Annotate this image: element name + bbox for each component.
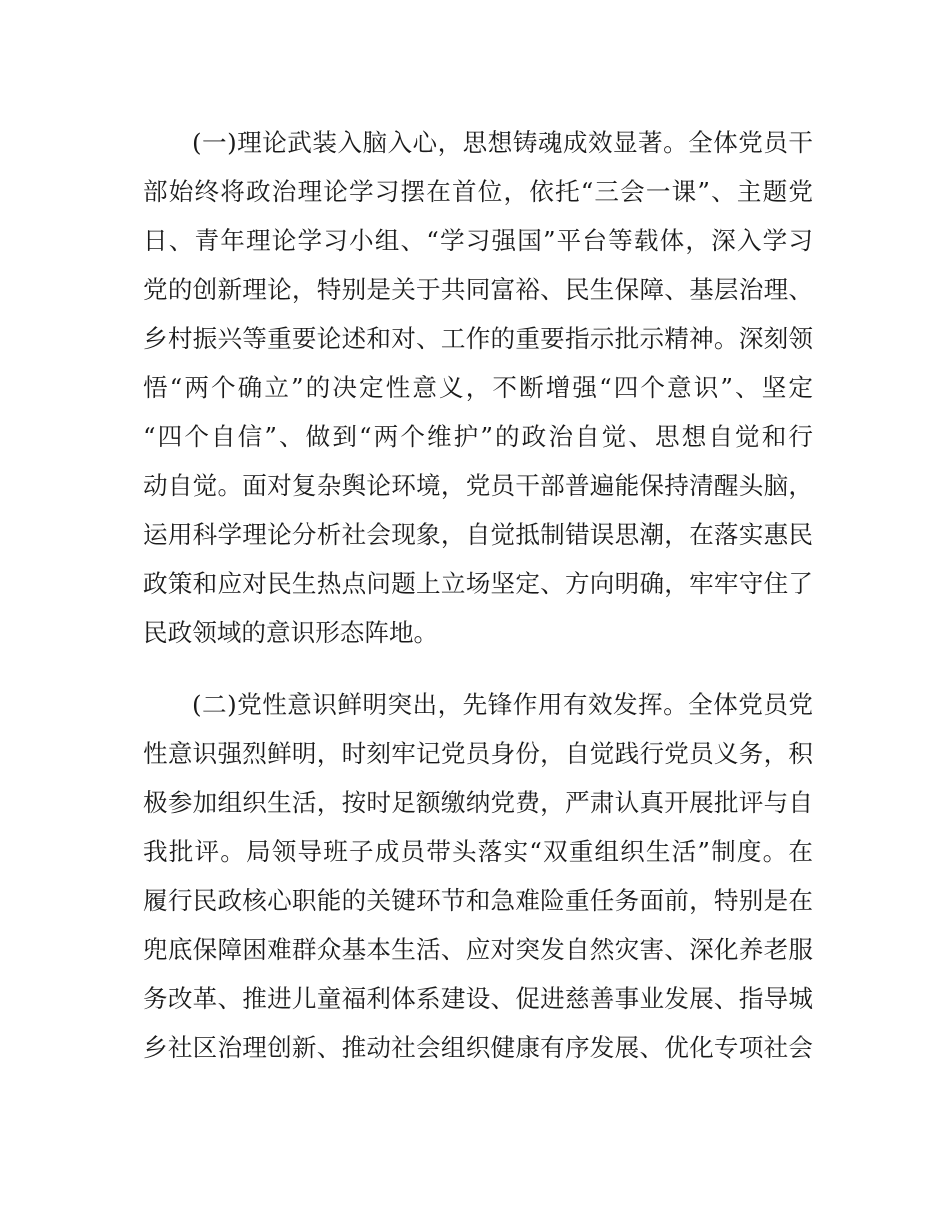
paragraph-line: 运用科学理论分析社会现象，自觉抵制错误思潮，在落实惠民 xyxy=(143,520,813,549)
paragraph-line: 动自觉。面对复杂舆论环境，党员干部普遍能保持清醒头脑， xyxy=(143,471,813,500)
paragraph-line: 性意识强烈鲜明，时刻牢记党员身份，自觉践行党员义务，积 xyxy=(143,739,813,768)
paragraph-line: (一)理论武装入脑入心，思想铸魂成效显著。全体党员干 xyxy=(192,128,813,157)
paragraph-line: 乡社区治理创新、推动社会组织健康有序发展、优化专项社会 xyxy=(143,1033,813,1062)
paragraph-line: 政策和应对民生热点问题上立场坚定、方向明确，牢牢守住了 xyxy=(143,569,813,598)
paragraph-line: 务改革、推进儿童福利体系建设、促进慈善事业发展、指导城 xyxy=(143,984,813,1013)
paragraph-line: 履行民政核心职能的关键环节和急难险重任务面前，特别是在 xyxy=(143,886,813,915)
paragraph-line: 日、青年理论学习小组、“学习强国”平台等载体，深入学习 xyxy=(143,226,813,255)
paragraph-2 xyxy=(143,680,813,1072)
paragraph-line: (二)党性意识鲜明突出，先锋作用有效发挥。全体党员党 xyxy=(192,690,813,719)
paragraph-line: 乡村振兴等重要论述和对、工作的重要指示批示精神。深刻领 xyxy=(143,324,813,353)
paragraph-line: 部始终将政治理论学习摆在首位，依托“三会一课”、主题党 xyxy=(143,177,813,206)
paragraph-line: 兜底保障困难群众基本生活、应对突发自然灾害、深化养老服 xyxy=(143,935,813,964)
paragraph-1 xyxy=(143,118,813,657)
paragraph-line: “四个自信”、做到“两个维护”的政治自觉、思想自觉和行 xyxy=(143,422,813,451)
paragraph-line: 极参加组织生活，按时足额缴纳党费，严肃认真开展批评与自 xyxy=(143,788,813,817)
paragraph-line: 我批评。局领导班子成员带头落实“双重组织生活”制度。在 xyxy=(143,837,813,866)
paragraph-line: 民政领域的意识形态阵地。 xyxy=(143,618,439,647)
paragraph-line: 悟“两个确立”的决定性意义，不断增强“四个意识”、坚定 xyxy=(143,373,813,402)
paragraph-line: 党的创新理论，特别是关于共同富裕、民生保障、基层治理、 xyxy=(143,275,813,304)
